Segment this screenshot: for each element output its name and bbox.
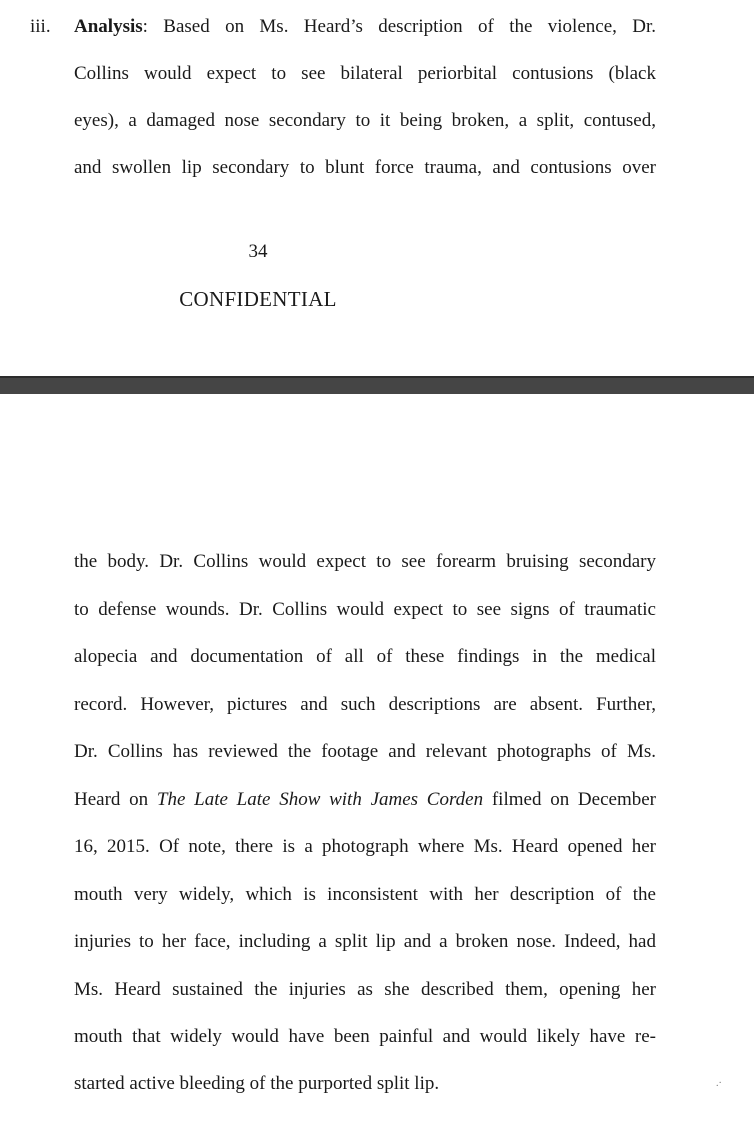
paragraph-line: Dr. Collins has reviewed the footage and relevant photographs of Ms.	[74, 741, 656, 762]
paragraph-line: 16, 2015. Of note, there is a photograph where Ms. Heard opened her	[74, 836, 656, 857]
page-separator	[0, 376, 754, 394]
section-heading: Analysis	[74, 16, 143, 37]
heading-colon: :	[142, 16, 148, 37]
section-numeral: iii.	[30, 16, 51, 37]
line-text: Heard on	[74, 789, 157, 810]
paragraph-line	[74, 16, 656, 38]
show-title: The Late Late Show with James Corden	[156, 789, 484, 810]
paragraph-line: mouth that widely would have been painful and would likely have re-	[74, 1026, 656, 1047]
confidential-footer: CONFIDENTIAL	[179, 287, 337, 311]
paragraph-line	[74, 789, 656, 811]
paragraph-line: injuries to her face, including a split lip and a broken nose. Indeed, had	[74, 931, 656, 952]
paragraph-line: and swollen lip secondary to blunt force trauma, and contusions over	[74, 157, 656, 178]
paragraph-line: record. However, pictures and such descriptions are absent. Further,	[74, 694, 656, 715]
paragraph-text: Based on Ms. Heard’s description of the violence, Dr.	[147, 16, 656, 37]
scan-speck: .·	[716, 1078, 722, 1089]
page-number: 34	[248, 241, 268, 262]
paragraph-line: started active bleeding of the purported split lip.	[74, 1073, 440, 1094]
paragraph-line: Ms. Heard sustained the injuries as she described them, opening her	[74, 979, 656, 1000]
paragraph-line: alopecia and documentation of all of these findings in the medical	[74, 646, 656, 667]
paragraph-line: mouth very widely, which is inconsistent with her description of the	[74, 884, 656, 905]
paragraph-line: the body. Dr. Collins would expect to see forearm bruising secondary	[74, 551, 656, 572]
line-text: filmed on December	[483, 789, 656, 810]
paragraph-line: Collins would expect to see bilateral periorbital contusions (black	[74, 63, 656, 84]
paragraph-line: to defense wounds. Dr. Collins would expect to see signs of traumatic	[74, 599, 656, 620]
paragraph-line: eyes), a damaged nose secondary to it being broken, a split, contused,	[74, 110, 656, 131]
